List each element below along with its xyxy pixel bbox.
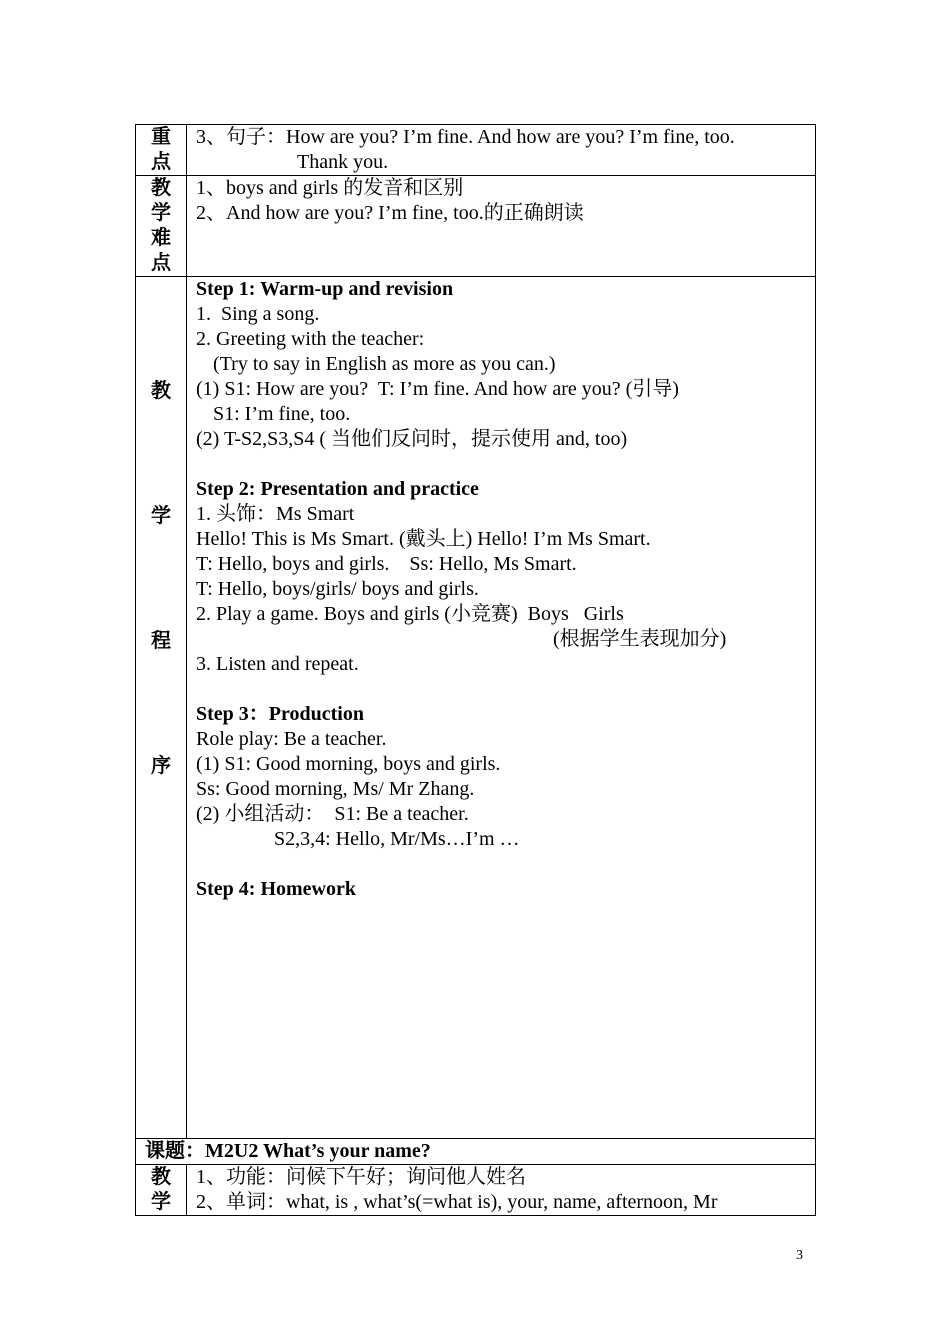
objectives-row	[136, 1165, 816, 1216]
difficulties-label-char-4: 点	[151, 252, 171, 274]
key-points-label	[136, 125, 187, 176]
step2-line-7: 3. Listen and repeat.	[196, 653, 359, 675]
step4-title: Step 4: Homework	[196, 878, 356, 900]
lesson-title-row	[136, 1139, 816, 1165]
step2-line-6: (根据学生表现加分)	[553, 628, 727, 650]
procedure-row	[136, 277, 816, 1139]
step1-line-2: 2. Greeting with the teacher:	[196, 328, 425, 350]
key-points-content	[187, 125, 816, 176]
difficulties-label-char-1: 教	[151, 177, 171, 199]
step2-line-2: Hello! This is Ms Smart. (戴头上) Hello! I’m Ms Smart.	[196, 528, 651, 550]
procedure-label-char-4: 序	[151, 755, 171, 777]
procedure-label-char-2: 学	[151, 505, 171, 527]
step3-line-3: Ss: Good morning, Ms/ Mr Zhang.	[196, 778, 475, 800]
objectives-label	[136, 1165, 187, 1216]
step1-line-1: 1. Sing a song.	[196, 303, 320, 325]
step2-line-4: T: Hello, boys/girls/ boys and girls.	[196, 578, 479, 600]
step3-line-4: (2) 小组活动： S1: Be a teacher.	[196, 803, 469, 825]
step2-line-3: T: Hello, boys and girls. Ss: Hello, Ms Smart.	[196, 553, 577, 575]
blank-line	[196, 677, 811, 702]
procedure-label-char-3: 程	[151, 630, 171, 652]
step2-line-1: 1. 头饰：Ms Smart	[196, 503, 355, 525]
step1-title: Step 1: Warm-up and revision	[196, 278, 454, 300]
step2-line-5: 2. Play a game. Boys and girls (小竞赛) Boys Girls	[196, 603, 624, 625]
procedure-label-char-1: 教	[151, 380, 171, 402]
step3-line-2: (1) S1: Good morning, boys and girls.	[196, 753, 501, 775]
difficulties-line-1: 1、boys and girls 的发音和区别	[196, 177, 464, 199]
difficulties-content	[187, 176, 816, 277]
difficulties-label-char-2: 学	[151, 202, 171, 224]
step1-line-5: S1: I’m fine, too.	[213, 403, 351, 425]
step2-title: Step 2: Presentation and practice	[196, 478, 479, 500]
step1-line-6: (2) T-S2,S3,S4 ( 当他们反问时，提示使用 and, too)	[196, 428, 628, 450]
objectives-line-2: 2、单词：what, is , what’s(=what is), your, name, afternoon, Mr	[196, 1191, 718, 1213]
step1-line-3: (Try to say in English as more as you can.)	[213, 353, 556, 375]
key-points-label-char-2: 点	[151, 151, 171, 173]
step3-line-1: Role play: Be a teacher.	[196, 728, 387, 750]
procedure-content	[187, 277, 816, 1139]
step1-line-4: (1) S1: How are you? T: I’m fine. And how are you? (引导)	[196, 378, 679, 400]
key-points-line-2: Thank you.	[297, 151, 389, 173]
blank-line	[196, 452, 811, 477]
lesson-title: 课题：M2U2 What’s your name?	[136, 1139, 816, 1165]
objectives-content	[187, 1165, 816, 1216]
objectives-label-char-1: 教	[151, 1166, 171, 1188]
objectives-line-1: 1、功能：问候下午好；询问他人姓名	[196, 1166, 526, 1188]
step3-line-5: S2,3,4: Hello, Mr/Ms…I’m …	[274, 828, 520, 850]
difficulties-label	[136, 176, 187, 277]
lesson-plan-table	[135, 124, 816, 1216]
key-points-line-1: 3、句子：How are you? I’m fine. And how are you? I’m fine, too.	[196, 126, 735, 148]
difficulties-row	[136, 176, 816, 277]
key-points-label-char-1: 重	[151, 126, 171, 148]
difficulties-line-2: 2、And how are you? I’m fine, too.的正确朗读	[196, 202, 584, 224]
difficulties-label-char-3: 难	[151, 227, 171, 249]
step3-title: Step 3：Production	[196, 703, 364, 725]
page-number: 3	[796, 1248, 803, 1263]
key-points-row	[136, 125, 816, 176]
objectives-label-char-2: 学	[151, 1191, 171, 1213]
blank-line	[196, 852, 811, 877]
procedure-label	[136, 277, 187, 1139]
